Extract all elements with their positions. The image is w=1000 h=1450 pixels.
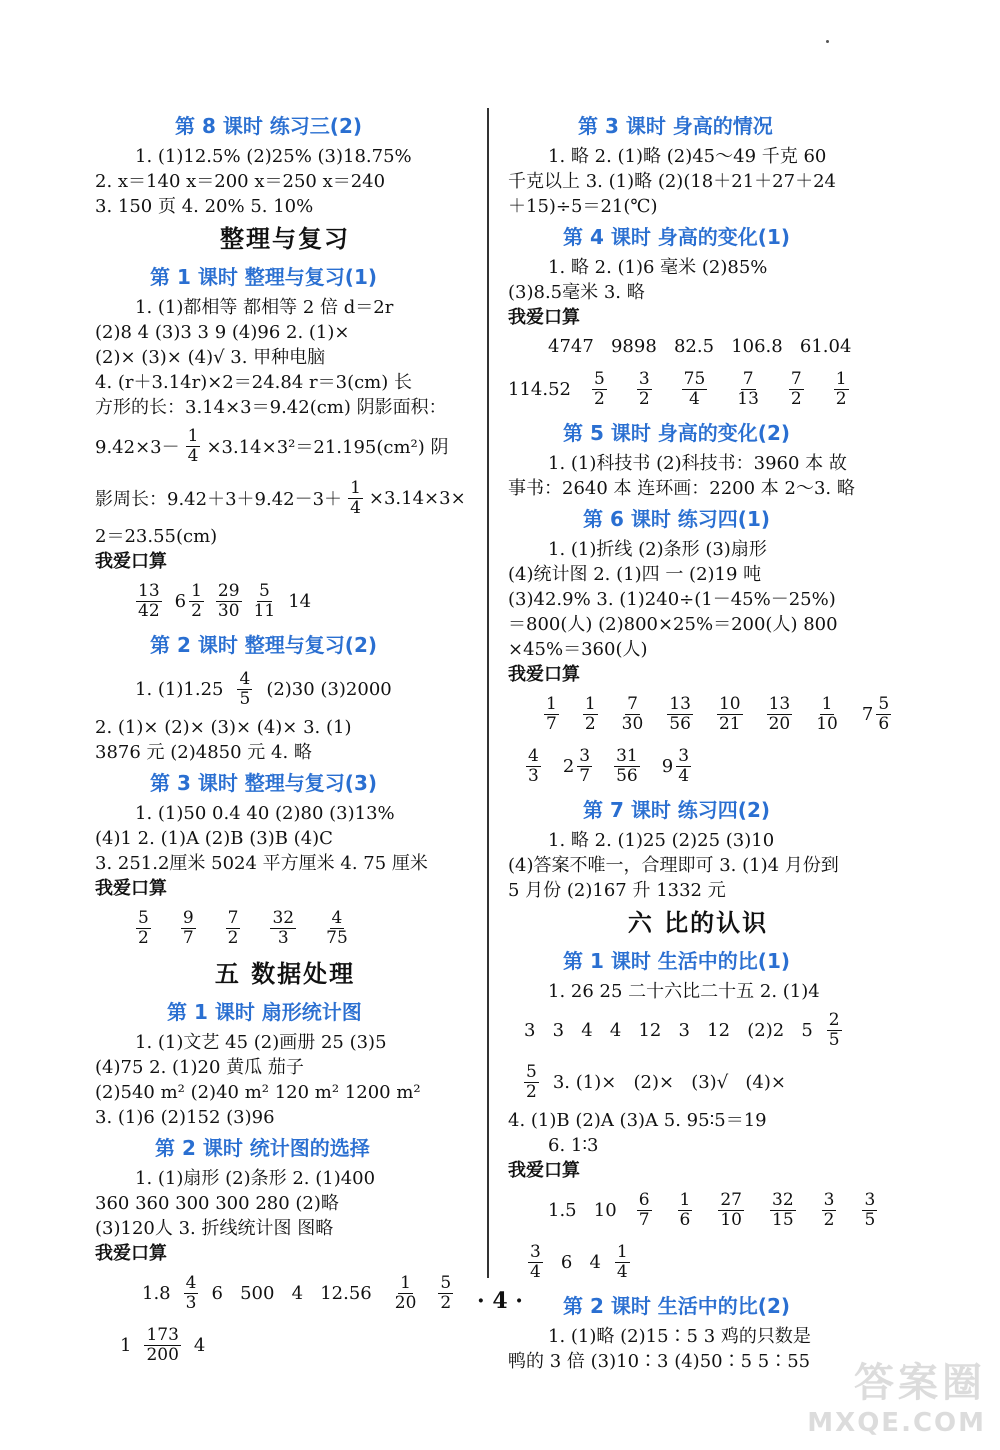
answer-line: (3)120人 3. 折线统计图 图略 bbox=[95, 1218, 334, 1239]
denominator: 4 bbox=[689, 388, 700, 409]
answer-number: 114.52 bbox=[508, 378, 571, 400]
answer-line: 3. 251.2厘米 5024 平方厘米 4. 75 厘米 bbox=[95, 853, 428, 874]
numerator: 1 bbox=[821, 693, 833, 714]
denominator: 7 bbox=[546, 713, 557, 734]
answer-line: ＝800(人) (2)800×25%＝200(人) 800 bbox=[508, 614, 838, 635]
fraction bbox=[682, 370, 708, 409]
denominator: 4 bbox=[187, 445, 199, 466]
fraction bbox=[577, 747, 592, 786]
fraction bbox=[770, 1191, 796, 1230]
numerator: 10 bbox=[718, 693, 741, 714]
chapter-title: 整理与复习 bbox=[220, 225, 350, 253]
fraction bbox=[181, 909, 196, 948]
column-divider bbox=[487, 108, 489, 1278]
denominator: 10 bbox=[720, 1209, 742, 1230]
fraction bbox=[637, 1191, 652, 1230]
answer-line: 3. (1)6 (2)152 (3)96 bbox=[95, 1107, 275, 1128]
answer-line: 3. 150 页 4. 20% 5. 10% bbox=[95, 196, 314, 217]
denominator: 42 bbox=[138, 600, 160, 621]
numerator: 31 bbox=[616, 745, 638, 766]
denominator: 5 bbox=[828, 1029, 840, 1050]
lesson-heading: 第 2 课时 整理与复习(2) bbox=[150, 633, 378, 657]
fraction bbox=[676, 747, 691, 786]
denominator: 13 bbox=[737, 388, 759, 409]
answer-line: 1. 略 2. (1)6 毫米 (2)85% bbox=[548, 257, 768, 278]
answer-text: 3. (1)× (2)× (3)√ (4)× bbox=[552, 1071, 786, 1093]
fraction bbox=[822, 1191, 837, 1230]
numerator: 13 bbox=[669, 693, 691, 714]
whole-number: 2 bbox=[562, 755, 575, 777]
numerator: 4 bbox=[239, 668, 251, 689]
answer-line: ＋15)÷5＝21(℃) bbox=[508, 196, 658, 217]
numerator: 1 bbox=[400, 1272, 411, 1293]
numerator: 4 bbox=[331, 907, 343, 928]
lesson-heading: 第 2 课时 统计图的选择 bbox=[155, 1136, 370, 1160]
chapter-title: 五 数据处理 bbox=[214, 960, 356, 988]
numerator: 7 bbox=[227, 907, 239, 928]
numerator: 27 bbox=[720, 1189, 742, 1210]
fraction bbox=[144, 1326, 180, 1365]
lesson-heading: 第 1 课时 整理与复习(1) bbox=[150, 265, 378, 289]
numerator: 1 bbox=[835, 368, 847, 389]
left-column bbox=[95, 108, 475, 1371]
denominator: 56 bbox=[616, 765, 638, 786]
numerator: 5 bbox=[138, 907, 149, 928]
answer-line: 4. (1)B (2)A (3)A 5. 95∶5＝19 bbox=[508, 1110, 767, 1131]
denominator: 2 bbox=[584, 713, 596, 734]
denominator: 7 bbox=[638, 1209, 650, 1230]
fraction bbox=[583, 695, 598, 734]
fraction bbox=[615, 1243, 630, 1282]
numerator: 32 bbox=[272, 907, 295, 928]
answer-line: 2. x＝140 x＝200 x＝250 x＝240 bbox=[95, 171, 386, 192]
answer-line: 2. (1)× (2)× (3)× (4)× 3. (1) bbox=[95, 717, 352, 738]
denominator: 10 bbox=[816, 713, 838, 734]
whole-number: 9 bbox=[661, 755, 674, 777]
fraction bbox=[737, 370, 759, 409]
answer-line: (2)540 m² (2)40 m² 120 m² 1200 m² bbox=[95, 1082, 421, 1103]
answer-line: 360 360 300 300 280 (2)略 bbox=[95, 1193, 339, 1214]
formula-text: (2)30 (3)2000 bbox=[266, 678, 392, 700]
numerator: 5 bbox=[258, 580, 270, 601]
denominator: 4 bbox=[678, 765, 690, 786]
numerator: 13 bbox=[768, 693, 791, 714]
answer-line: (4)1 2. (1)A (2)B (3)B (4)C bbox=[95, 828, 333, 849]
lesson-heading: 第 3 课时 身高的情况 bbox=[578, 114, 773, 138]
mental-math-label: 我爱口算 bbox=[95, 1243, 167, 1264]
whole-number: 7 bbox=[861, 703, 874, 725]
answer-line: 1. (1)折线 (2)条形 (3)扇形 bbox=[548, 539, 767, 560]
fraction bbox=[592, 370, 607, 409]
fraction bbox=[834, 370, 849, 409]
answer-line: 1. 略 2. (1)略 (2)45～49 千克 60 bbox=[548, 146, 827, 167]
denominator: 2 bbox=[790, 388, 802, 409]
numerator: 5 bbox=[440, 1272, 452, 1293]
lesson-heading: 第 5 课时 身高的变化(2) bbox=[563, 421, 791, 445]
answer-line: 1. 略 2. (1)25 (2)25 (3)10 bbox=[548, 830, 775, 851]
denominator: 2 bbox=[191, 600, 202, 621]
denominator: 21 bbox=[718, 713, 741, 734]
denominator: 20 bbox=[768, 713, 791, 734]
fraction bbox=[237, 670, 252, 709]
answer-line: 2＝23.55(cm) bbox=[95, 526, 218, 547]
answer-number: 1 bbox=[120, 1334, 132, 1356]
denominator: 200 bbox=[146, 1344, 179, 1365]
numerator: 5 bbox=[878, 693, 890, 714]
fraction bbox=[717, 695, 743, 734]
denominator: 75 bbox=[326, 927, 348, 948]
right-column bbox=[508, 108, 888, 1374]
numerator: 32 bbox=[772, 1189, 794, 1210]
answer-line: 事书：2640 本 连环画：2200 本 2～3. 略 bbox=[508, 478, 855, 499]
formula-text: 影周长：9.42＋3＋9.42－3＋ bbox=[95, 489, 343, 510]
denominator: 2 bbox=[526, 1081, 537, 1102]
watermark-url: MXQE.COM bbox=[807, 1408, 986, 1438]
answer-line: (3)8.5毫米 3. 略 bbox=[508, 282, 645, 303]
formula-line bbox=[95, 420, 475, 472]
answer-number: 1.8 bbox=[142, 1282, 171, 1304]
numerator: 4 bbox=[185, 1272, 197, 1293]
formula-text: 1. (1)1.25 bbox=[135, 678, 224, 700]
denominator: 3 bbox=[185, 1292, 197, 1313]
answer-line: (4)答案不唯一，合理即可 3. (1)4 月份到 bbox=[508, 855, 839, 876]
lesson-heading: 第 3 课时 整理与复习(3) bbox=[150, 771, 378, 795]
denominator: 2 bbox=[138, 927, 149, 948]
fraction bbox=[326, 909, 348, 948]
numerator: 5 bbox=[526, 1061, 537, 1082]
lesson-heading: 第 2 课时 生活中的比(2) bbox=[563, 1294, 791, 1318]
denominator: 2 bbox=[835, 388, 847, 409]
denominator: 4 bbox=[616, 1261, 628, 1282]
mental-math-row bbox=[508, 688, 888, 740]
answer-line: 1. (1)文艺 45 (2)画册 25 (3)5 bbox=[135, 1032, 387, 1053]
watermark-logo bbox=[807, 1351, 986, 1438]
denominator: 15 bbox=[772, 1209, 794, 1230]
fraction bbox=[189, 582, 204, 621]
answer-number: 14 bbox=[288, 590, 312, 612]
mental-math-row bbox=[508, 1236, 888, 1288]
answer-line: 3876 元 (2)4850 元 4. 略 bbox=[95, 742, 312, 763]
formula-line bbox=[95, 472, 475, 524]
denominator: 3 bbox=[277, 927, 289, 948]
fraction bbox=[614, 747, 640, 786]
answer-line bbox=[508, 1004, 888, 1056]
speck bbox=[826, 40, 829, 43]
answer-text: 3 3 4 4 12 3 12 (2)2 5 bbox=[524, 1019, 813, 1041]
fraction bbox=[270, 909, 296, 948]
mental-math-label: 我爱口算 bbox=[95, 878, 167, 899]
formula-text: ×3.14×3× bbox=[368, 487, 466, 509]
numerator: 1 bbox=[584, 693, 596, 714]
numerator: 1 bbox=[191, 580, 202, 601]
answer-line: 1. (1)略 (2)15∶5 3 鸡的只数是 bbox=[548, 1326, 811, 1347]
lesson-heading: 第 4 课时 身高的变化(1) bbox=[563, 225, 791, 249]
lesson-heading: 第 1 课时 生活中的比(1) bbox=[563, 949, 791, 973]
fraction bbox=[767, 695, 793, 734]
mental-math-row bbox=[508, 740, 888, 792]
fraction bbox=[528, 1243, 543, 1282]
fraction bbox=[348, 479, 363, 518]
answer-line: 6. 1∶3 bbox=[548, 1135, 599, 1156]
answer-line: 1. 26 25 二十六比二十五 2. (1)4 bbox=[548, 981, 820, 1002]
numerator: 13 bbox=[138, 580, 160, 601]
answer-text: 1.5 10 bbox=[548, 1199, 617, 1221]
denominator: 2 bbox=[638, 388, 650, 409]
lesson-heading: 第 1 课时 扇形统计图 bbox=[167, 1000, 362, 1024]
fraction bbox=[524, 1063, 539, 1102]
answer-text: 6 4 bbox=[560, 1251, 601, 1273]
numerator: 3 bbox=[638, 368, 650, 389]
lesson-heading: 第 7 课时 练习四(2) bbox=[583, 798, 771, 822]
page-number: · 4 · bbox=[477, 1288, 523, 1314]
numerator: 2 bbox=[828, 1009, 840, 1030]
answer-line: 5 月份 (2)167 升 1332 元 bbox=[508, 880, 726, 901]
fraction bbox=[862, 1191, 877, 1230]
denominator: 2 bbox=[227, 927, 239, 948]
fraction bbox=[526, 747, 541, 786]
numerator: 9 bbox=[182, 907, 194, 928]
denominator: 3 bbox=[528, 765, 539, 786]
answer-line: 1. (1)都相等 都相等 2 倍 d＝2r bbox=[135, 297, 394, 318]
mental-math-row bbox=[95, 902, 475, 954]
denominator: 4 bbox=[350, 497, 361, 518]
lesson-heading: 第 6 课时 练习四(1) bbox=[583, 507, 771, 531]
denominator: 5 bbox=[239, 688, 251, 709]
watermark-text: 答案圈 bbox=[854, 1360, 986, 1406]
fraction bbox=[876, 695, 891, 734]
numerator: 1 bbox=[546, 693, 557, 714]
formula-text: ×3.14×3²＝21.195(cm²) 阴 bbox=[206, 437, 449, 458]
answer-line: ×45%＝360(人) bbox=[508, 639, 648, 660]
fraction bbox=[637, 370, 652, 409]
denominator: 7 bbox=[579, 765, 591, 786]
denominator: 6 bbox=[679, 1209, 691, 1230]
fraction bbox=[226, 909, 241, 948]
denominator: 7 bbox=[182, 927, 194, 948]
answer-number: 6 500 4 12.56 bbox=[211, 1282, 372, 1304]
numerator: 29 bbox=[217, 580, 240, 601]
mental-math-row bbox=[508, 1184, 888, 1236]
denominator: 2 bbox=[823, 1209, 835, 1230]
numerator: 3 bbox=[823, 1189, 835, 1210]
fraction bbox=[136, 582, 162, 621]
fraction bbox=[186, 427, 201, 466]
mental-math-row bbox=[508, 363, 888, 415]
mental-math-row bbox=[95, 1319, 475, 1371]
fraction bbox=[622, 695, 644, 734]
mental-math-row bbox=[95, 575, 475, 627]
formula-line bbox=[95, 663, 475, 715]
numerator: 1 bbox=[616, 1241, 628, 1262]
answer-line: 1. (1)12.5% (2)25% (3)18.75% bbox=[135, 146, 412, 167]
fraction bbox=[667, 695, 693, 734]
numerator: 3 bbox=[579, 745, 591, 766]
numerator: 7 bbox=[627, 693, 638, 714]
denominator: 30 bbox=[621, 713, 644, 734]
answer-line bbox=[508, 1056, 888, 1108]
fraction bbox=[136, 909, 151, 948]
answer-line: (2)8 4 (3)3 3 9 (4)96 2. (1)× bbox=[95, 322, 350, 343]
answer-line: 1. (1)科技书 (2)科技书：3960 本 故 bbox=[548, 453, 847, 474]
numerator: 7 bbox=[742, 368, 754, 389]
answer-number: 4 bbox=[193, 1334, 206, 1356]
numerator: 173 bbox=[146, 1324, 179, 1345]
answer-line: 1. (1)50 0.4 40 (2)80 (3)13% bbox=[135, 803, 395, 824]
formula-text: 9.42×3－ bbox=[95, 437, 180, 458]
numerator: 6 bbox=[638, 1189, 650, 1210]
numerator: 75 bbox=[683, 368, 706, 389]
chapter-title: 六 比的认识 bbox=[627, 909, 769, 937]
denominator: 2 bbox=[593, 388, 605, 409]
numerator: 1 bbox=[187, 425, 199, 446]
numerator: 7 bbox=[790, 368, 802, 389]
numerator: 3 bbox=[864, 1189, 876, 1210]
lesson-heading: 第 8 课时 练习三(2) bbox=[175, 114, 363, 138]
fraction bbox=[678, 1191, 693, 1230]
answer-line: (3)42.9% 3. (1)240÷(1－45%－25%) bbox=[508, 589, 836, 610]
answer-line: 鸭的 3 倍 (3)10∶3 (4)50∶5 5∶55 bbox=[508, 1351, 811, 1372]
fraction bbox=[254, 582, 276, 621]
denominator: 56 bbox=[669, 713, 691, 734]
denominator: 6 bbox=[878, 713, 890, 734]
answer-line: (2)× (3)× (4)√ 3. 甲种电脑 bbox=[95, 347, 326, 368]
mental-math-label: 我爱口算 bbox=[508, 1160, 580, 1181]
whole-number: 6 bbox=[174, 590, 187, 612]
answer-line: 4747 9898 82.5 106.8 61.04 bbox=[548, 336, 852, 357]
denominator: 4 bbox=[530, 1261, 541, 1282]
answer-line: 1. (1)扇形 (2)条形 2. (1)400 bbox=[135, 1168, 376, 1189]
fraction bbox=[718, 1191, 744, 1230]
denominator: 30 bbox=[217, 600, 240, 621]
answer-line: (4)统计图 2. (1)四 一 (2)19 吨 bbox=[508, 564, 762, 585]
answer-line: 千克以上 3. (1)略 (2)(18＋21＋27＋24 bbox=[508, 171, 836, 192]
mental-math-label: 我爱口算 bbox=[95, 551, 167, 572]
numerator: 3 bbox=[530, 1241, 541, 1262]
numerator: 1 bbox=[679, 1189, 691, 1210]
numerator: 5 bbox=[593, 368, 605, 389]
fraction bbox=[816, 695, 838, 734]
fraction bbox=[216, 582, 242, 621]
numerator: 4 bbox=[528, 745, 539, 766]
fraction bbox=[544, 695, 559, 734]
answer-line: 方形的长：3.14×3＝9.42(cm) 阴影面积： bbox=[95, 397, 447, 418]
numerator: 3 bbox=[678, 745, 690, 766]
answer-line: 4. (r＋3.14r)×2＝24.84 r＝3(cm) 长 bbox=[95, 372, 412, 393]
denominator: 2 bbox=[440, 1292, 452, 1313]
answer-line: (4)75 2. (1)20 黄瓜 茄子 bbox=[95, 1057, 304, 1078]
mental-math-label: 我爱口算 bbox=[508, 307, 580, 328]
numerator: 1 bbox=[350, 477, 361, 498]
mental-math-label: 我爱口算 bbox=[508, 664, 580, 685]
denominator: 5 bbox=[864, 1209, 876, 1230]
denominator: 11 bbox=[253, 600, 276, 621]
fraction bbox=[789, 370, 804, 409]
fraction bbox=[827, 1011, 842, 1050]
denominator: 20 bbox=[394, 1292, 417, 1313]
